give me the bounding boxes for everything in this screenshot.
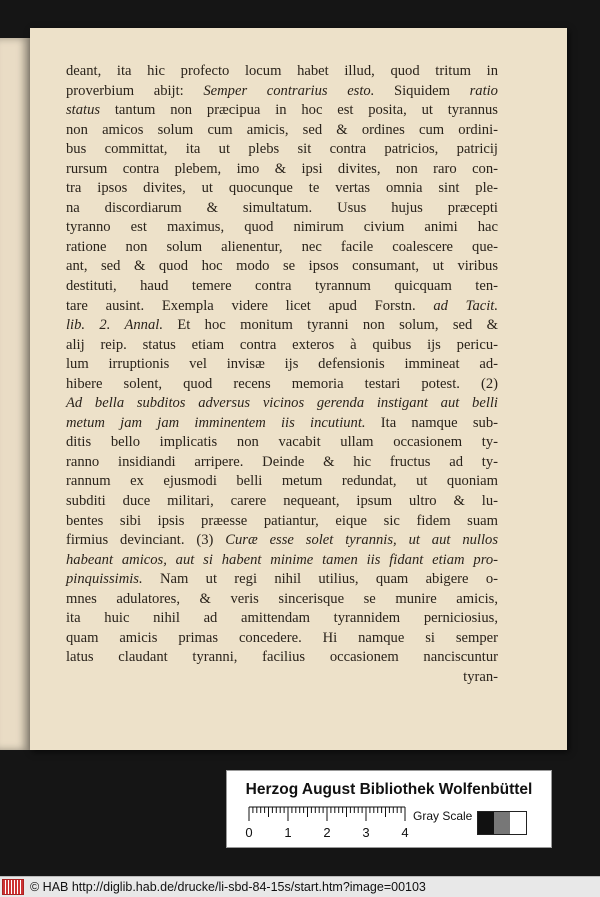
page-text	[66, 62, 498, 688]
text-line	[66, 316, 498, 336]
ruler-number: 4	[401, 825, 409, 840]
text-line	[66, 512, 498, 532]
reference-card-title: Herzog August Bibliothek Wolfenbüttel	[245, 781, 533, 798]
scale-ruler	[245, 805, 413, 843]
text-line	[66, 629, 498, 649]
text-segment: subditi duce militari, carere nequeant, ipsum ultro & lu-	[66, 493, 498, 510]
text-segment: rannum ex ejusmodi belli metum redundat, ut quoniam	[66, 473, 498, 490]
text-line	[66, 238, 498, 258]
grayscale-label: Gray Scale	[413, 809, 473, 823]
text-segment: tyranno est maximus, quod nimirum civium animi hac	[66, 219, 498, 236]
text-segment: quam amicis primas concedere. Hi namque si semper	[66, 629, 498, 646]
text-segment: alij reip. status etiam contra exteros à quibus ijs pericu-	[66, 336, 498, 353]
text-segment: Nam ut regi nihil utilius, quam abigere o-	[142, 571, 498, 588]
text-line	[66, 375, 498, 395]
catchword: tyran-	[463, 668, 498, 685]
text-segment: bus committat, ita ut plebs sit contra patricios, patricij	[66, 141, 498, 158]
text-line	[66, 297, 498, 317]
text-segment: bentes sibi ipsis præesse patiantur, eique sic fidem suam	[66, 512, 498, 529]
italic-segment: status	[66, 102, 101, 119]
text-line	[66, 355, 498, 375]
text-segment: mnes adulatores, & veris sincerisque se munire amicis,	[66, 590, 498, 607]
italic-segment: habeant amicos, aut si habent minime tamen iis fidant etiam pro-	[66, 551, 498, 568]
text-line	[66, 609, 498, 629]
ruler-ticks	[249, 807, 405, 821]
text-segment: tantum non præcipua in hoc est posita, ut tyrannus	[100, 102, 498, 119]
text-line	[66, 472, 498, 492]
text-segment: tra ipsos divites, ut quocunque te vertas omnia sint ple-	[66, 180, 498, 197]
text-line	[66, 140, 498, 160]
text-segment: proverbium abijt:	[66, 82, 204, 99]
previous-page-edge	[0, 38, 30, 750]
text-segment: lum irruptionis vel invisæ ijs defensionis immineat ad-	[66, 356, 498, 373]
text-line	[66, 414, 498, 434]
text-segment: ant, sed & quod hoc modo se ipsos consumant, ut viribus	[66, 258, 498, 275]
text-line	[66, 453, 498, 473]
text-line	[66, 179, 498, 199]
text-line	[66, 82, 498, 102]
color-reference-card	[226, 770, 552, 848]
text-line	[66, 531, 498, 551]
italic-segment: metum jam jam imminentem iis incutiunt.	[66, 414, 366, 431]
text-line	[66, 62, 498, 82]
text-line	[66, 648, 498, 668]
text-segment: deant, ita hic profecto locum habet illud, quod tritum in	[66, 63, 498, 79]
text-segment: ditis bello implicatis non vacabit ullam occasionem ty-	[66, 434, 498, 451]
text-segment: firmius devinciant. (3)	[66, 532, 226, 549]
text-segment: destituti, haud temere contra tyrannum quicquam ten-	[66, 278, 498, 295]
text-line	[66, 277, 498, 297]
footer-bar	[0, 876, 600, 897]
text-segment: non amicos solum cum amicis, sed & ordines cum ordini-	[66, 121, 498, 138]
footer-source-link[interactable]: © HAB http://diglib.hab.de/drucke/li-sbd-84-15s/start.htm?image=00103	[30, 880, 426, 894]
ruler-number: 1	[284, 825, 292, 840]
ruler-number: 2	[323, 825, 331, 840]
text-line	[66, 492, 498, 512]
text-segment: ratione non solum alienentur, nec facile coalescere que-	[66, 238, 498, 255]
text-segment: Et hoc monitum tyranni non solum, sed &	[162, 317, 499, 334]
text-line	[66, 121, 498, 141]
text-line	[66, 394, 498, 414]
text-segment: latus claudant tyranni, facilius occasionem nanciscuntur	[66, 649, 498, 666]
italic-segment: lib. 2. Annal.	[66, 317, 163, 334]
ruler-labels	[245, 825, 408, 840]
text-line	[66, 433, 498, 453]
text-segment: tare ausint. Exempla videre licet apud Forstn.	[66, 297, 434, 314]
italic-segment: ad Tacit.	[433, 297, 498, 314]
italic-segment: pinquissimis.	[66, 571, 143, 588]
italic-segment: Ad bella subditos adversus vicinos gerenda instigant aut belli	[66, 395, 498, 412]
text-segment: Siquidem	[374, 82, 470, 99]
book-page	[30, 28, 567, 750]
text-line	[66, 257, 498, 277]
text-line	[66, 218, 498, 238]
text-segment: rursum contra plebem, imo & ipsi divites, non raro con-	[66, 160, 498, 177]
text-line	[66, 101, 498, 121]
text-segment: ita huic nihil ad amittendam tyrannidem perniciosius,	[66, 610, 498, 627]
text-segment: hibere solent, quod recens memoria testari potest. (2)	[66, 375, 498, 392]
text-segment: ranno insidiandi arripere. Deinde & hic fructus ad ty-	[66, 453, 498, 470]
grayscale-swatch	[477, 811, 527, 835]
library-logo-icon	[2, 879, 24, 895]
text-segment: na discordiarum & simultatum. Usus hujus præcepti	[66, 199, 498, 216]
text-line	[66, 570, 498, 590]
text-line	[66, 160, 498, 180]
text-segment: Ita namque sub-	[365, 414, 498, 431]
italic-segment: Semper contrarius esto.	[203, 82, 375, 99]
text-line	[66, 199, 498, 219]
text-line	[66, 590, 498, 610]
ruler-number: 0	[245, 825, 253, 840]
text-line	[66, 551, 498, 571]
italic-segment: ratio	[469, 82, 498, 99]
ruler-number: 3	[362, 825, 370, 840]
italic-segment: Curæ esse solet tyrannis, ut aut nullos	[225, 532, 498, 549]
text-line	[66, 336, 498, 356]
